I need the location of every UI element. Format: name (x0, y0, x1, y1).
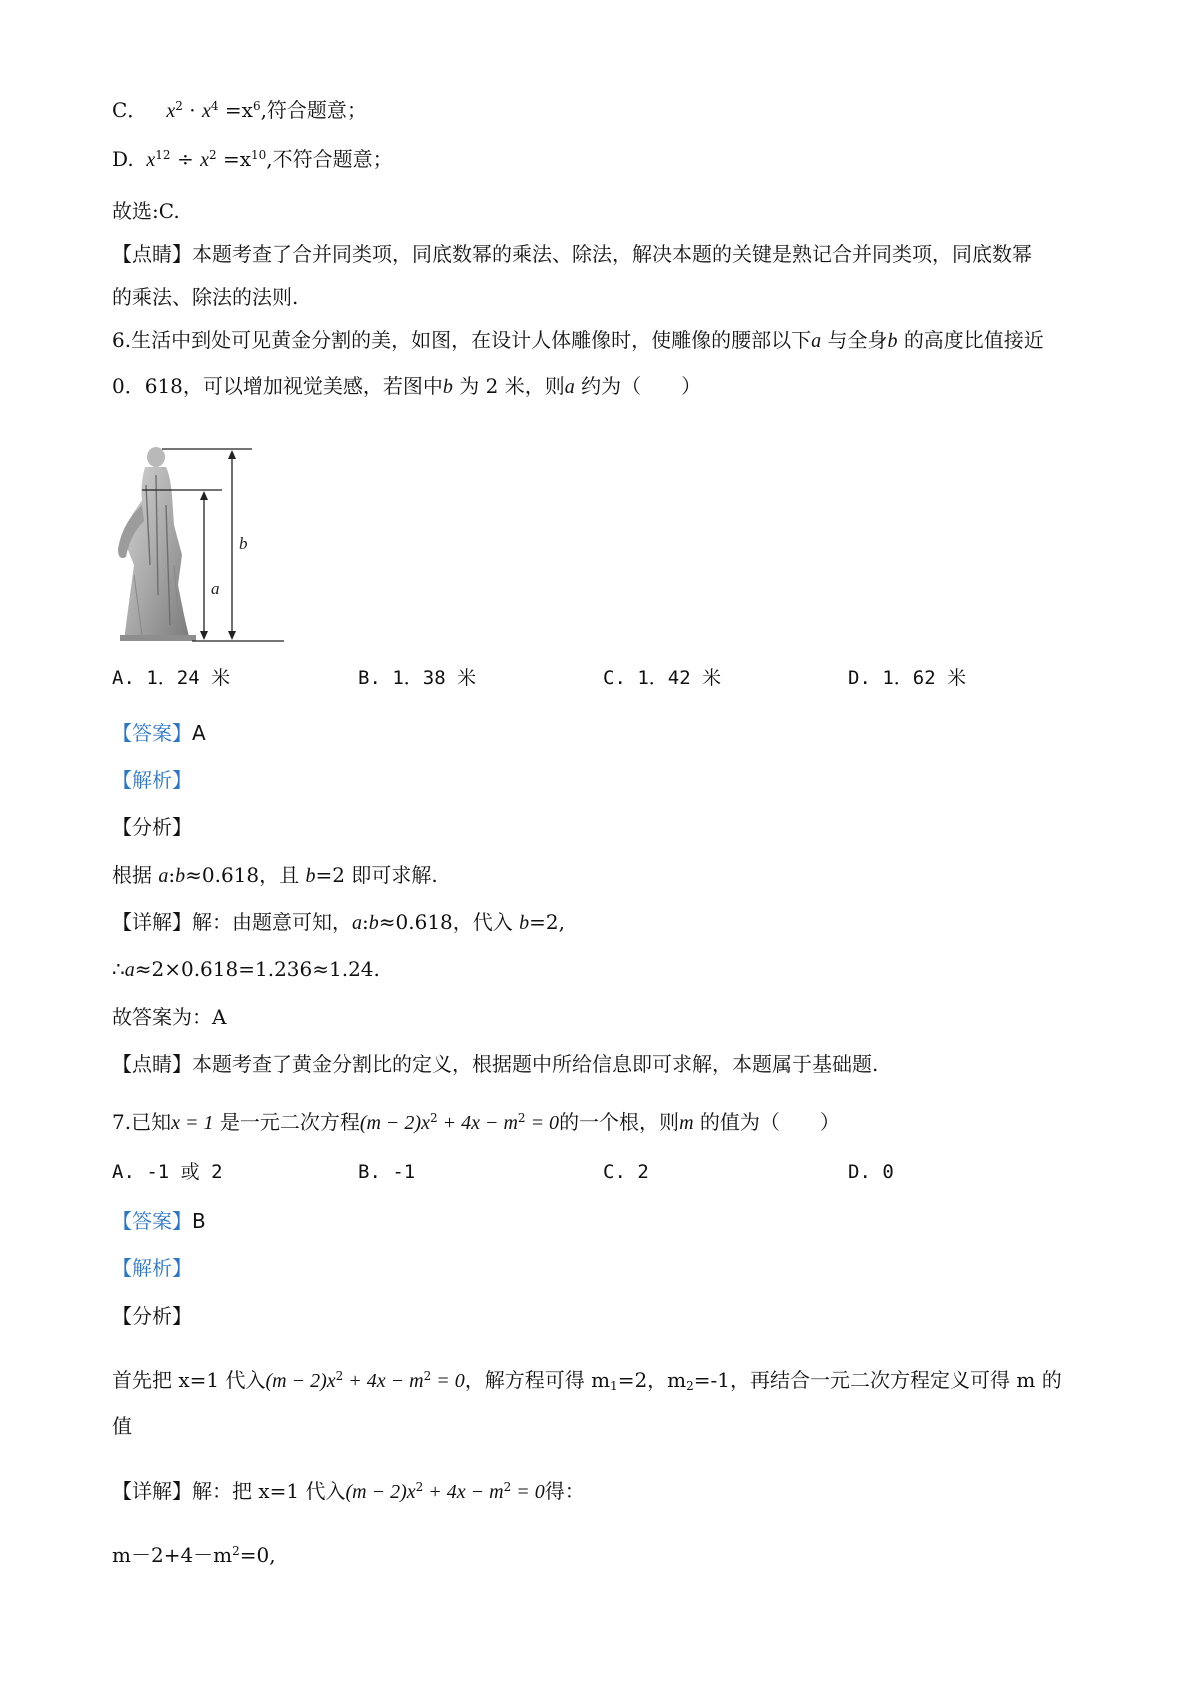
q6-line-1: 6.生活中到处可见黄金分割的美，如图，在设计人体雕像时，使雕像的腰部以下a 与全身b 的高度比值接近 (112, 328, 1044, 352)
q7-stem-line: 7.已知x = 1 是一元二次方程$(m - 2)x^2 + 4x - m^2 = 0$的一个根，则m 的值为（ ） (112, 1110, 840, 1134)
q7-option-b: B. -1 (358, 1161, 416, 1183)
q7-option-a: A. -1 或 2 (112, 1161, 223, 1183)
answer-tag: 【答案】 (112, 721, 192, 745)
pointer-line-1: 【点睛】本题考查了合并同类项，同底数幂的乘法、除法，解决本题的关键是熟记合并同类项，同底数幂 (112, 242, 1032, 266)
pointer-tag: 【点睛】 (112, 242, 192, 266)
q7-equation-line: $m-2+4-m^2=0$, (112, 1543, 276, 1567)
q6-analysis-tag: 【解析】 (112, 768, 192, 792)
q7-fenxi-tag: 【分析】 (112, 1304, 192, 1328)
label-a: a (211, 579, 220, 598)
statue-image (118, 447, 196, 641)
q6-option-b: B. 1．38 米 (358, 667, 477, 689)
q6-answer-line: 【答案】A (112, 721, 206, 745)
option-d-line: D. $x^{12} \div x^2 =x^{10}$,不符合题意； (112, 147, 393, 171)
q7-analysis-tag: 【解析】 (112, 1256, 192, 1280)
q6-final-line: 故答案为：A (112, 1005, 227, 1029)
label-b: b (239, 534, 248, 553)
pointer-line-2: 的乘法、除法的法则. (112, 285, 299, 309)
q7-option-d: D. 0 (848, 1161, 894, 1183)
q6-line-2: 0．618，可以增加视觉美感，若图中b 为 2 米，则a 约为（ ） (112, 374, 702, 398)
q6-option-c: C. 1．42 米 (603, 667, 722, 689)
q6-fenxi-tag: 【分析】 (112, 815, 192, 839)
q7-option-c: C. 2 (603, 1161, 649, 1183)
q6-therefore-line: ∴a≈2×0.618=1.236≈1.24. (112, 957, 380, 981)
q6-option-d: D. 1．62 米 (848, 667, 967, 689)
choose-line: 故选:C. (112, 199, 180, 223)
q6-fenxi-line: 根据 a:b≈0.618，且 b=2 即可求解. (112, 863, 438, 887)
q7-fenxi-line-2: 值 (112, 1414, 132, 1438)
answer-tag: 【答案】 (112, 1209, 192, 1233)
q6-option-a: A. 1．24 米 (112, 667, 231, 689)
option-c-line: C． $x^2 \cdot x^4 =x^6$,符合题意； (112, 98, 367, 122)
q6-detail-line: 【详解】解：由题意可知，a:b≈0.618，代入 b=2, (112, 910, 565, 934)
q7-detail-line: 【详解】解：把 x=1 代入$(m - 2)x^2 + 4x - m^2 = 0$得： (112, 1479, 585, 1503)
q7-answer-line: 【答案】B (112, 1209, 206, 1233)
q6-pointer-line: 【点睛】本题考查了黄金分割比的定义，根据题中所给信息即可求解，本题属于基础题. (112, 1052, 879, 1076)
q7-fenxi-line-1: 首先把 x=1 代入$(m - 2)x^2 + 4x - m^2 = 0$，解方程可得 $m_1=2$，$m_2=-1$，再结合一元二次方程定义可得 m 的 (112, 1368, 1062, 1393)
golden-ratio-statue-figure (112, 445, 284, 643)
